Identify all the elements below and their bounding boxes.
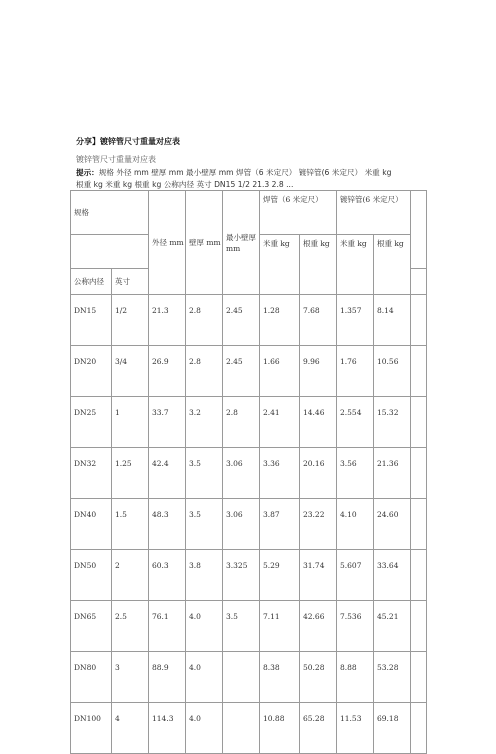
table-cell: 5.607 bbox=[337, 550, 374, 601]
table-cell: 48.3 bbox=[149, 499, 186, 550]
table-cell: 69.18 bbox=[374, 703, 411, 754]
doc-subtitle: 镀锌管尺寸重量对应表 bbox=[76, 155, 156, 164]
table-cell: 10.56 bbox=[374, 346, 411, 397]
table-cell: DN65 bbox=[71, 601, 112, 652]
table-row bbox=[71, 346, 427, 397]
table-row bbox=[71, 397, 427, 448]
table-cell: 65.28 bbox=[300, 703, 337, 754]
table-cell: 3.06 bbox=[223, 499, 260, 550]
table-cell: 23.22 bbox=[300, 499, 337, 550]
table-cell: 3.56 bbox=[337, 448, 374, 499]
table-cell: 42.66 bbox=[300, 601, 337, 652]
table-cell-extra bbox=[411, 499, 427, 550]
header-nominal-diameter: 公称内径 bbox=[71, 269, 112, 295]
header-outer-diameter: 外径 mm bbox=[149, 191, 186, 295]
table-cell: 2.8 bbox=[223, 397, 260, 448]
table-cell: 1.357 bbox=[337, 295, 374, 346]
table-cell: 53.28 bbox=[374, 652, 411, 703]
header-welded-pipe: 焊管（6 米定尺） bbox=[260, 191, 337, 235]
table-cell: DN100 bbox=[71, 703, 112, 754]
header-extra-cell bbox=[411, 269, 427, 295]
table-cell: DN25 bbox=[71, 397, 112, 448]
table-cell: 42.4 bbox=[149, 448, 186, 499]
table-row bbox=[71, 652, 427, 703]
table-cell: 2.5 bbox=[112, 601, 149, 652]
doc-title: 分享】镀锌管尺寸重量对应表 bbox=[76, 137, 180, 146]
table-cell: DN80 bbox=[71, 652, 112, 703]
header-welded-meter-weight: 米重 kg bbox=[260, 235, 300, 295]
table-cell: 2.41 bbox=[260, 397, 300, 448]
tip-paragraph bbox=[76, 167, 428, 191]
table-cell: 76.1 bbox=[149, 601, 186, 652]
table-cell: 1.5 bbox=[112, 499, 149, 550]
table-cell-extra bbox=[411, 295, 427, 346]
table-cell: 1.66 bbox=[260, 346, 300, 397]
table-cell: 2.8 bbox=[186, 346, 223, 397]
table-cell: 14.46 bbox=[300, 397, 337, 448]
table-cell: 45.21 bbox=[374, 601, 411, 652]
table-cell: 4.0 bbox=[186, 703, 223, 754]
table-cell: 1.76 bbox=[337, 346, 374, 397]
table-cell: 1/2 bbox=[112, 295, 149, 346]
table-row bbox=[71, 295, 427, 346]
table-row bbox=[71, 550, 427, 601]
table-row bbox=[71, 499, 427, 550]
table-row bbox=[71, 703, 427, 754]
pipe-spec-table bbox=[70, 190, 427, 754]
table-cell-extra bbox=[411, 601, 427, 652]
header-wall-thickness: 壁厚 mm bbox=[186, 191, 223, 295]
table-cell: 33.7 bbox=[149, 397, 186, 448]
table-cell-extra bbox=[411, 448, 427, 499]
table-cell: 8.14 bbox=[374, 295, 411, 346]
header-spec: 规格 bbox=[71, 191, 149, 235]
table-cell-extra bbox=[411, 397, 427, 448]
table-cell: 1.25 bbox=[112, 448, 149, 499]
table-cell: 3.06 bbox=[223, 448, 260, 499]
table-cell: 8.88 bbox=[337, 652, 374, 703]
table-cell: 31.74 bbox=[300, 550, 337, 601]
table-cell bbox=[223, 652, 260, 703]
table-cell: 88.9 bbox=[149, 652, 186, 703]
table-cell: DN50 bbox=[71, 550, 112, 601]
table-cell: 33.64 bbox=[374, 550, 411, 601]
tip-line-1: 规格 外径 mm 壁厚 mm 最小壁厚 mm 焊管（6 米定尺） 镀锌管(6 米定尺） 米重 kg bbox=[98, 168, 392, 177]
table-cell: 3.5 bbox=[186, 448, 223, 499]
table-cell: 15.32 bbox=[374, 397, 411, 448]
table-cell: DN40 bbox=[71, 499, 112, 550]
table-body bbox=[71, 295, 427, 754]
header-galvanized-pipe: 镀锌管(6 米定尺） bbox=[337, 191, 411, 235]
table-cell: 2.8 bbox=[186, 295, 223, 346]
header-galv-meter-weight: 米重 kg bbox=[337, 235, 374, 295]
table-cell: 4.0 bbox=[186, 601, 223, 652]
table-cell: 7.536 bbox=[337, 601, 374, 652]
header-min-wall: 最小壁厚 mm bbox=[223, 191, 260, 295]
table-cell: 11.53 bbox=[337, 703, 374, 754]
table-cell bbox=[223, 703, 260, 754]
table-cell: 2.45 bbox=[223, 295, 260, 346]
table-row bbox=[71, 448, 427, 499]
table-cell: 3.36 bbox=[260, 448, 300, 499]
table-row bbox=[71, 601, 427, 652]
table-cell: 4 bbox=[112, 703, 149, 754]
tip-label: 提示： bbox=[76, 168, 99, 177]
table-cell: 7.11 bbox=[260, 601, 300, 652]
table-cell: 21.3 bbox=[149, 295, 186, 346]
table-cell: 2 bbox=[112, 550, 149, 601]
table-cell: DN15 bbox=[71, 295, 112, 346]
table-cell-extra bbox=[411, 703, 427, 754]
table-cell: 10.88 bbox=[260, 703, 300, 754]
tip-line-2: 根重 kg 米重 kg 根重 kg 公称内径 英寸 DN15 1/2 21.3 2.8 ... bbox=[76, 180, 294, 189]
table-cell: 26.9 bbox=[149, 346, 186, 397]
header-galv-piece-weight: 根重 kg bbox=[374, 235, 411, 295]
table-cell: 1.28 bbox=[260, 295, 300, 346]
table-cell-extra bbox=[411, 652, 427, 703]
table-cell: 4.10 bbox=[337, 499, 374, 550]
table-cell: 2.554 bbox=[337, 397, 374, 448]
table-cell: 1 bbox=[112, 397, 149, 448]
table-cell: 2.45 bbox=[223, 346, 260, 397]
table-cell: 3.325 bbox=[223, 550, 260, 601]
table-cell: 3 bbox=[112, 652, 149, 703]
table-cell: 50.28 bbox=[300, 652, 337, 703]
table-cell-extra bbox=[411, 346, 427, 397]
table-cell: DN20 bbox=[71, 346, 112, 397]
table-cell: 60.3 bbox=[149, 550, 186, 601]
table-cell: 9.96 bbox=[300, 346, 337, 397]
table-cell: 3.8 bbox=[186, 550, 223, 601]
header-row-1 bbox=[71, 191, 427, 235]
header-inch: 英寸 bbox=[112, 269, 149, 295]
table-cell-extra bbox=[411, 550, 427, 601]
header-spec-blank bbox=[71, 235, 149, 269]
table-cell: 3.5 bbox=[186, 499, 223, 550]
table-cell: 3/4 bbox=[112, 346, 149, 397]
header-empty-cell bbox=[411, 191, 427, 269]
table-cell: 20.16 bbox=[300, 448, 337, 499]
table-cell: 5.29 bbox=[260, 550, 300, 601]
table-cell: 24.60 bbox=[374, 499, 411, 550]
table-cell: 21.36 bbox=[374, 448, 411, 499]
table-cell: 8.38 bbox=[260, 652, 300, 703]
table-cell: DN32 bbox=[71, 448, 112, 499]
table-cell: 7.68 bbox=[300, 295, 337, 346]
table-cell: 114.3 bbox=[149, 703, 186, 754]
table-cell: 4.0 bbox=[186, 652, 223, 703]
table-cell: 3.5 bbox=[223, 601, 260, 652]
table-cell: 3.87 bbox=[260, 499, 300, 550]
header-welded-piece-weight: 根重 kg bbox=[300, 235, 337, 295]
table-cell: 3.2 bbox=[186, 397, 223, 448]
